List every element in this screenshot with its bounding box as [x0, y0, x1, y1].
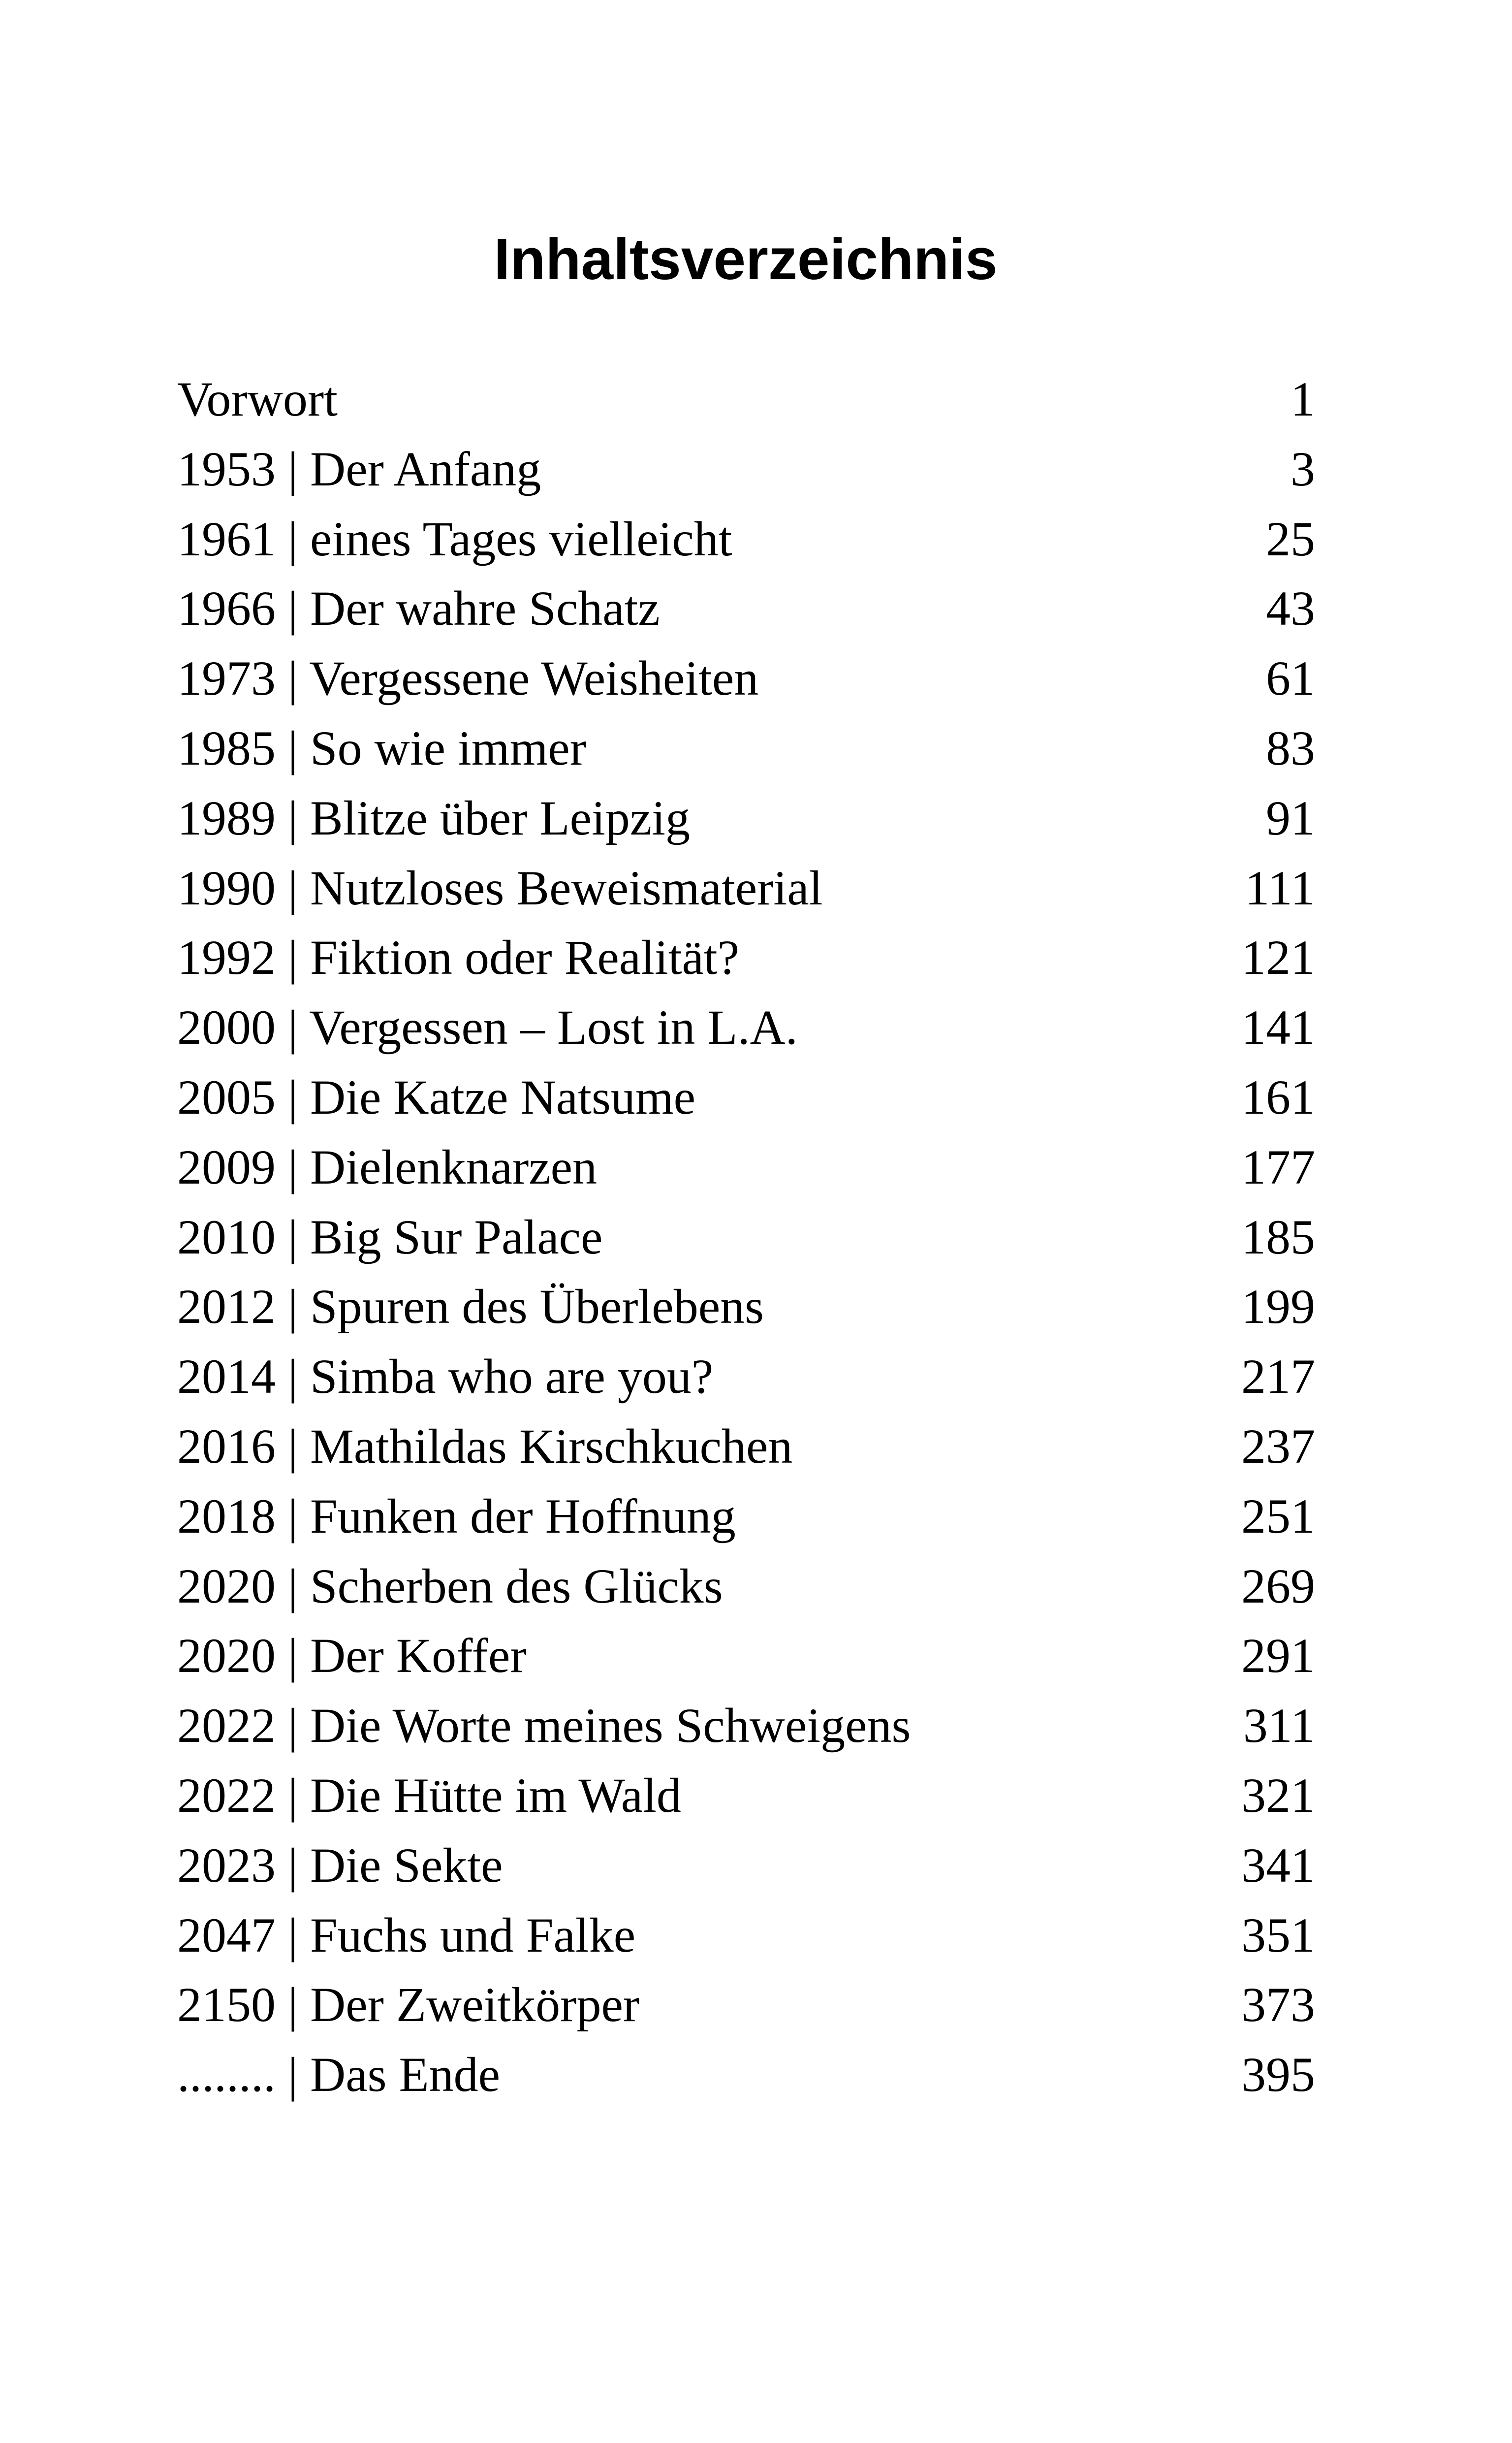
toc-entry-page-number: 237 — [1241, 1418, 1315, 1474]
toc-entry — [177, 1900, 1315, 1970]
toc-entry — [177, 1970, 1315, 2040]
toc-entry-page-number: 1 — [1291, 372, 1315, 426]
toc-entry — [177, 434, 1315, 504]
toc-entry-label: 2012 | Spuren des Überlebens — [177, 1279, 764, 1334]
toc-entry — [177, 504, 1315, 574]
toc-entry-label: Vorwort — [177, 372, 338, 426]
toc-entry — [177, 713, 1315, 783]
toc-entry — [177, 643, 1315, 713]
toc-entry-page-number: 217 — [1241, 1349, 1315, 1404]
toc-entry-label: 2150 | Der Zweitkörper — [177, 1977, 640, 2032]
page-title: Inhaltsverzeichnis — [494, 227, 998, 292]
toc-entry — [177, 993, 1315, 1062]
toc-entry-label: 2020 | Der Koffer — [177, 1628, 527, 1683]
toc-entry-page-number: 341 — [1241, 1837, 1315, 1893]
toc-entry-label: 2020 | Scherben des Glücks — [177, 1558, 723, 1613]
toc-entry-label: 1973 | Vergessene Weisheiten — [177, 651, 759, 706]
toc-entry-page-number: 321 — [1241, 1768, 1315, 1823]
toc-entry-label: 2000 | Vergessen – Lost in L.A. — [177, 1000, 798, 1055]
toc-entry-label: 1992 | Fiktion oder Realität? — [177, 930, 740, 985]
toc-entry-page-number: 161 — [1241, 1069, 1315, 1125]
toc-entry — [177, 1412, 1315, 1481]
toc-entry — [177, 1132, 1315, 1202]
toc-entry-label: 2023 | Die Sekte — [177, 1837, 503, 1893]
toc-entry-page-number: 373 — [1241, 1977, 1315, 2032]
toc-entry — [177, 1342, 1315, 1412]
toc-entry-label: 2009 | Dielenknarzen — [177, 1139, 598, 1194]
toc-entry-page-number: 311 — [1243, 1698, 1315, 1753]
toc-entry-label: 2010 | Big Sur Palace — [177, 1209, 603, 1264]
toc-entry-label: 1953 | Der Anfang — [177, 441, 541, 496]
toc-entry-page-number: 91 — [1266, 790, 1315, 845]
toc-entry — [177, 1761, 1315, 1831]
toc-entry — [177, 1481, 1315, 1551]
toc-entry — [177, 1621, 1315, 1691]
table-of-contents — [177, 364, 1315, 2110]
toc-entry — [177, 1831, 1315, 1900]
toc-entry-label: 2018 | Funken der Hoffnung — [177, 1488, 736, 1543]
toc-entry-page-number: 121 — [1241, 930, 1315, 985]
toc-entry-page-number: 83 — [1266, 720, 1315, 775]
toc-entry-label: 2022 | Die Hütte im Wald — [177, 1768, 681, 1823]
toc-entry-page-number: 25 — [1266, 511, 1315, 566]
toc-entry-label: 1990 | Nutzloses Beweismaterial — [177, 860, 823, 915]
toc-entry-page-number: 43 — [1266, 581, 1315, 636]
toc-entry-page-number: 177 — [1241, 1139, 1315, 1194]
toc-entry — [177, 923, 1315, 993]
toc-entry-label: 2022 | Die Worte meines Schweigens — [177, 1698, 911, 1753]
toc-entry-label: ........ | Das Ende — [177, 2047, 501, 2102]
toc-entry-page-number: 291 — [1241, 1628, 1315, 1683]
toc-entry-label: 1985 | So wie immer — [177, 720, 587, 775]
toc-entry-label: 2047 | Fuchs und Falke — [177, 1907, 636, 1962]
toc-entry-label: 1966 | Der wahre Schatz — [177, 581, 660, 636]
toc-entry — [177, 364, 1315, 434]
toc-entry — [177, 2040, 1315, 2110]
toc-entry-page-number: 251 — [1241, 1488, 1315, 1543]
toc-entry — [177, 1551, 1315, 1621]
toc-entry — [177, 1272, 1315, 1342]
toc-entry-page-number: 395 — [1241, 2047, 1315, 2102]
toc-entry-page-number: 351 — [1241, 1907, 1315, 1962]
toc-entry-page-number: 111 — [1245, 860, 1315, 915]
toc-entry-page-number: 61 — [1266, 651, 1315, 706]
toc-entry — [177, 783, 1315, 853]
toc-entry — [177, 853, 1315, 923]
toc-entry-label: 2014 | Simba who are you? — [177, 1349, 714, 1404]
toc-entry — [177, 1691, 1315, 1761]
toc-entry-label: 2005 | Die Katze Natsume — [177, 1069, 696, 1125]
toc-entry — [177, 1202, 1315, 1272]
toc-entry-page-number: 199 — [1241, 1279, 1315, 1334]
toc-entry-page-number: 3 — [1291, 441, 1315, 496]
toc-entry — [177, 574, 1315, 643]
toc-entry-page-number: 141 — [1241, 1000, 1315, 1055]
toc-entry-label: 1961 | eines Tages vielleicht — [177, 511, 732, 566]
toc-entry-label: 1989 | Blitze über Leipzig — [177, 790, 690, 845]
toc-entry — [177, 1062, 1315, 1132]
toc-entry-page-number: 269 — [1241, 1558, 1315, 1613]
toc-entry-page-number: 185 — [1241, 1209, 1315, 1264]
toc-entry-label: 2016 | Mathildas Kirschkuchen — [177, 1418, 793, 1474]
